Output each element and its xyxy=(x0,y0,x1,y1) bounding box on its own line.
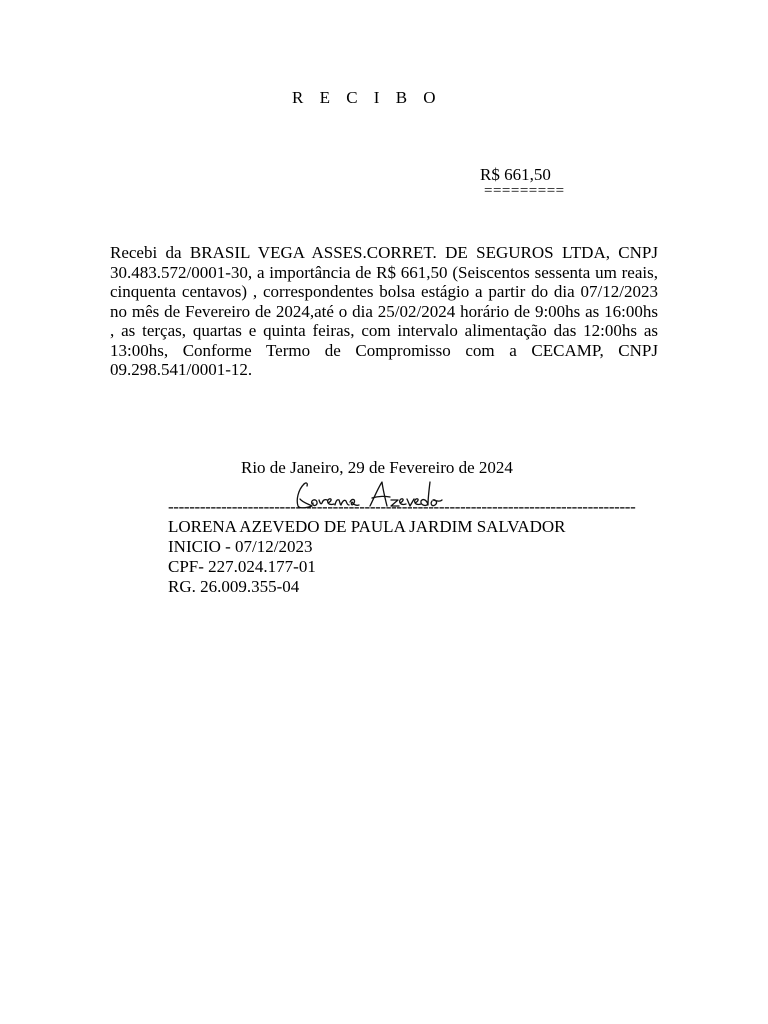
signer-name: LORENA AZEVEDO DE PAULA JARDIM SALVADOR xyxy=(168,517,566,536)
receipt-amount: R$ 661,50 xyxy=(480,165,551,184)
receipt-title: R E C I B O xyxy=(292,88,442,107)
signer-rg: RG. 26.009.355-04 xyxy=(168,577,300,596)
handwritten-signature xyxy=(292,478,464,512)
place-and-date: Rio de Janeiro, 29 de Fevereiro de 2024 xyxy=(241,458,513,477)
amount-underline: ========= xyxy=(484,183,565,199)
signature-line: ---------------------------------------------------------------------------------------- xyxy=(168,497,636,516)
signer-block xyxy=(168,517,566,597)
signer-start-date: INICIO - 07/12/2023 xyxy=(168,537,313,556)
signer-cpf: CPF- 227.024.177-01 xyxy=(168,557,316,576)
receipt-body-paragraph: Recebi da BRASIL VEGA ASSES.CORRET. DE SEGUROS LTDA, CNPJ 30.483.572/0001-30, a importância de R$ 661,50 (Seiscentos sessenta um reais, cinquenta centavos) , correspondentes bolsa estágio a partir do dia 07/12/2023 no mês de Fevereiro de 2024,até o dia 25/02/2024 horário de 9:00hs as 16:00hs , as terças, quartas e quinta feiras, com intervalo alimentação das 12:00hs as 13:00hs, Conforme Termo de Compromisso com a CECAMP, CNPJ 09.298.541/0001-12. xyxy=(110,243,658,379)
